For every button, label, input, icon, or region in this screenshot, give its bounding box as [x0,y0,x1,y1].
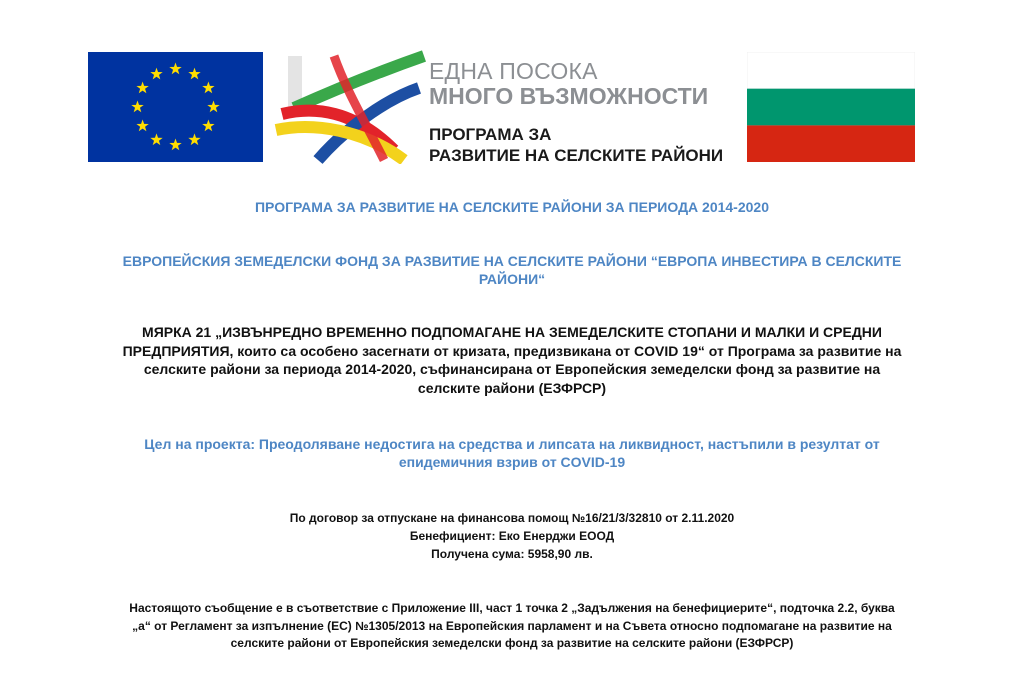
measure-line: селските райони за периода 2014-2020, съфинансирана от Европейския земеделски фонд за развитие на [143,361,881,377]
fund-title-line: РАЙОНИ“ [478,271,546,287]
program-title: ПРОГРАМА ЗА РАЗВИТИЕ НА СЕЛСКИТЕ РАЙОНИ ЗА ПЕРИОДА 2014-2020 [254,199,769,215]
rdp-logo [274,50,734,164]
goal-line-text: епидемичния взрив от COVID-19 [398,454,626,470]
logo-row [0,0,1024,175]
notice-line: „а“ от Регламент за изпълнение (ЕС) №1305/2013 на Европейския парламент и на Съвета относно подпомагане на развитие на [132,618,892,633]
fund-title [50,252,974,288]
notice-line: селските райони от Европейския земеделски фонд за развитие на селските райони (ЕЗФРСР) [230,636,794,650]
fund-title-line: ЕВРОПЕЙСКИЯ ЗЕМЕДЕЛСКИ ФОНД ЗА РАЗВИТИЕ НА СЕЛСКИТЕ РАЙОНИ “ЕВРОПА ИНВЕСТИРА В СЕЛСКИТЕ [122,253,902,269]
goal-line [50,435,974,453]
eu-flag-icon [88,52,263,162]
project-goal [50,435,974,471]
rdp-slogan-line-2: МНОГО ВЪЗМОЖНОСТИ [429,83,709,109]
measure-line: селските райони (ЕЗФРСР) [417,379,607,396]
measure-line: ПРЕДПРИЯТИЯ, които са особено засегнати от кризата, предизвикана от COVID 19“ от Програма за развитие на [122,342,902,359]
goal-line [50,453,974,471]
measure-line: МЯРКА 21 „ИЗВЪНРЕДНО ВРЕМЕННО ПОДПОМАГАНЕ НА ЗЕМЕДЕЛСКИТЕ СТОПАНИ И МАЛКИ И СРЕДНИ [142,324,882,340]
bulgaria-flag-icon [747,52,915,162]
legal-notice [50,600,974,653]
measure-description [50,323,974,397]
contract-agreement: По договор за отпускане на финансова помощ №16/21/3/32810 от 2.11.2020 [289,511,735,525]
notice-line: Настоящото съобщение е в съответствие с Приложение III, част 1 точка 2 „Задължения на бенефициерите“, подточка 2.2, буква [129,601,895,615]
goal-line-text: Цел на проекта: Преодоляване недостига на средства и липсата на ликвидност, настъпили в резултат от [144,436,880,452]
rdp-program-line-1: ПРОГРАМА ЗА [429,125,552,144]
rdp-logo-text [429,60,739,164]
contract-details [50,509,974,563]
rdp-slogan-line-1: ЕДНА ПОСОКА [429,58,598,84]
contract-amount: Получена сума: 5958,90 лв. [431,547,593,561]
rdp-program-line-2: РАЗВИТИЕ НА СЕЛСКИТЕ РАЙОНИ [429,146,724,165]
rdp-logo-mark-icon [274,50,426,164]
contract-beneficiary: Бенефициент: Еко Енерджи ЕООД [409,529,615,543]
